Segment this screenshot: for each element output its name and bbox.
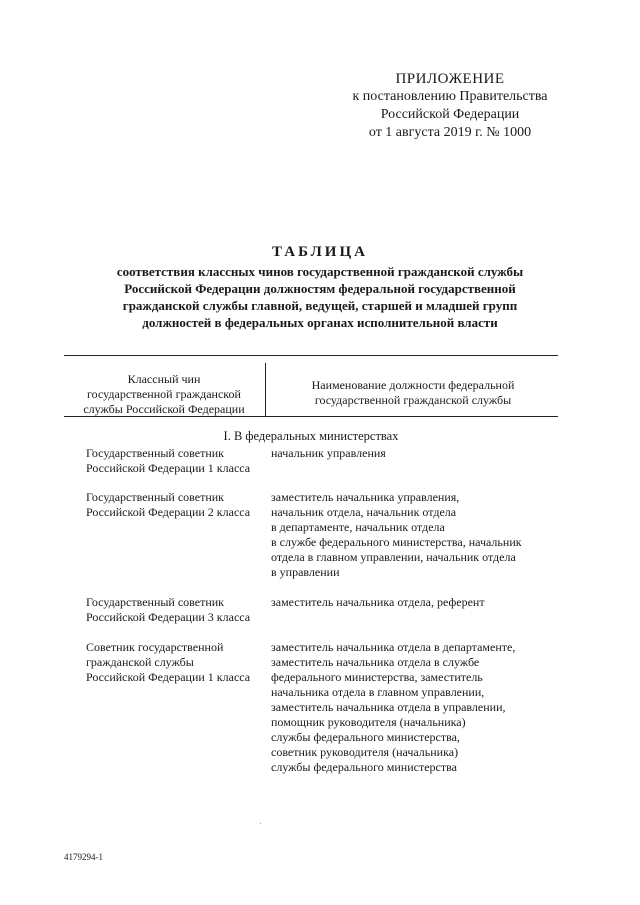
rank-line: Государственный советник <box>86 490 225 504</box>
appendix-block <box>330 70 570 142</box>
appendix-heading: ПРИЛОЖЕНИЕ <box>395 71 505 87</box>
position-line: начальник управления <box>271 446 386 460</box>
rank-line: Российской Федерации 1 класса <box>86 670 251 684</box>
rank-line: Государственный советник <box>86 446 225 460</box>
subtitle-line: Российской Федерации должностям федеральной государственной <box>124 281 516 296</box>
position-line: заместитель начальника отдела, референт <box>271 595 485 609</box>
rank-line: Государственный советник <box>86 595 225 609</box>
rank-line: Российской Федерации 3 класса <box>86 610 251 624</box>
position-line: советник руководителя (начальника) <box>271 745 459 759</box>
table-row-rank <box>86 595 266 625</box>
table-header-position <box>270 378 556 408</box>
header-position-line: государственной гражданской службы <box>314 393 512 407</box>
rank-line: Советник государственной <box>86 640 224 654</box>
table-row-rank <box>86 446 266 476</box>
rank-line: гражданской службы <box>86 655 194 669</box>
table-row-positions <box>271 490 561 580</box>
table-row-positions <box>271 446 561 461</box>
position-line: федерального министерства, заместитель <box>271 670 483 684</box>
table-row-positions <box>271 595 561 610</box>
rank-line: Российской Федерации 2 класса <box>86 505 251 519</box>
rank-line: Российской Федерации 1 класса <box>86 461 251 475</box>
position-line: начальник отдела, начальник отдела <box>271 505 457 519</box>
appendix-line-3: от 1 августа 2019 г. № 1000 <box>368 125 532 140</box>
position-line: начальника отдела в главном управлении, <box>271 685 485 699</box>
header-rank-line: Классный чин <box>127 372 201 386</box>
subtitle-line: гражданской службы главной, ведущей, старшей и младшей групп <box>122 298 518 313</box>
header-position-line: Наименование должности федеральной <box>311 378 515 392</box>
document-number: 4179294-1 <box>64 852 103 862</box>
header-rank-line: государственной гражданской <box>87 387 241 401</box>
position-line: заместитель начальника управления, <box>271 490 460 504</box>
table-header-divider <box>265 363 266 416</box>
subtitle-line: соответствия классных чинов государственной гражданской службы <box>116 264 524 279</box>
position-line: в управлении <box>271 565 340 579</box>
scan-speck <box>260 823 261 824</box>
position-line: заместитель начальника отдела в управлении, <box>271 700 506 714</box>
document-title: ТАБЛИЦА <box>272 244 368 260</box>
position-line: помощник руководителя (начальника) <box>271 715 466 729</box>
section-heading: I. В федеральных министерствах <box>223 429 399 443</box>
position-line: отдела в главном управлении, начальник отдела <box>271 550 516 564</box>
table-row-rank <box>86 490 266 520</box>
position-line: в службе федерального министерства, начальник <box>271 535 522 549</box>
appendix-line-1: к постановлению Правительства <box>352 89 548 104</box>
header-rank-line: службы Российской Федерации <box>83 402 245 416</box>
appendix-line-2: Российской Федерации <box>380 107 520 122</box>
position-line: заместитель начальника отдела в департаменте, <box>271 640 516 654</box>
table-row-positions <box>271 640 561 775</box>
position-line: службы федерального министерства, <box>271 730 460 744</box>
position-line: в департаменте, начальник отдела <box>271 520 445 534</box>
table-header-rank <box>66 372 262 417</box>
position-line: заместитель начальника отдела в службе <box>271 655 480 669</box>
position-line: службы федерального министерства <box>271 760 457 774</box>
document-subtitle <box>70 263 570 331</box>
subtitle-line: должностей в федеральных органах исполнительной власти <box>142 315 498 330</box>
table-top-border <box>64 355 558 356</box>
table-row-rank <box>86 640 266 685</box>
